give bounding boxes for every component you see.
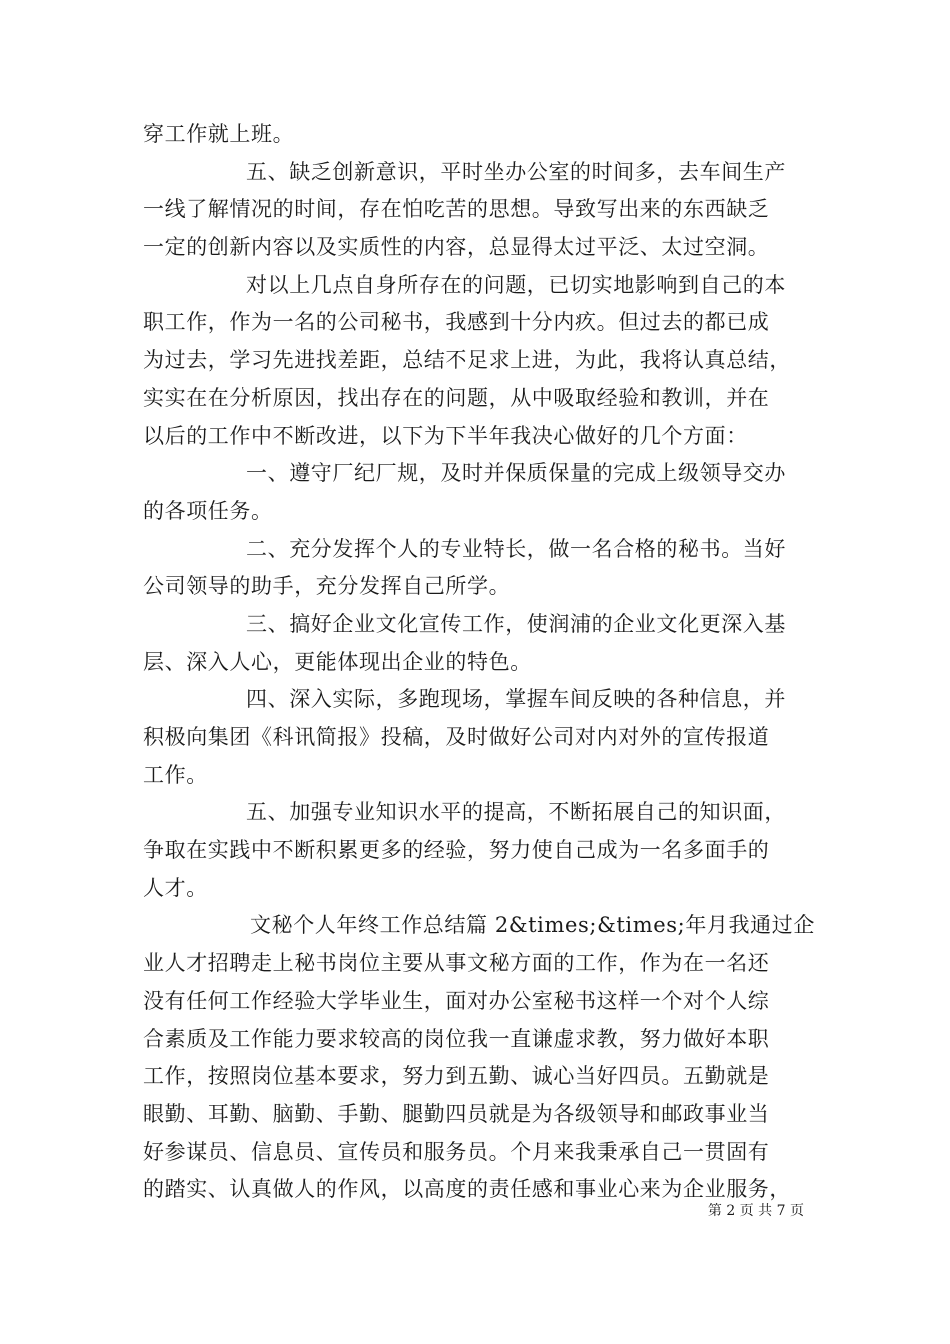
text-line: 二、充分发挥个人的专业特长，做一名合格的秘书。当好 <box>246 536 786 561</box>
text-line: 四、深入实际，多跑现场，掌握车间反映的各种信息，并 <box>246 687 786 712</box>
text-line: 工作，按照岗位基本要求，努力到五勤、诚心当好四员。五勤就是 <box>143 1064 770 1089</box>
text-line: 眼勤、耳勤、脑勤、手勤、腿勤四员就是为各级领导和邮政事业当 <box>143 1101 770 1126</box>
text-line: 五、加强专业知识水平的提高，不断拓展自己的知识面， <box>246 800 786 825</box>
text-line: 职工作，作为一名的公司秘书，我感到十分内疚。但过去的都已成 <box>143 310 770 335</box>
text-line: 的各项任务。 <box>143 498 273 523</box>
text-line: 好参谋员、信息员、宣传员和服务员。个月来我秉承自己一贯固有 <box>143 1139 770 1164</box>
text-line: 实实在在分析原因，找出存在的问题，从中吸取经验和教训，并在 <box>143 385 770 410</box>
text-line: 五、缺乏创新意识，平时坐办公室的时间多，去车间生产 <box>246 159 786 184</box>
text-line: 对以上几点自身所存在的问题，已切实地影响到自己的本 <box>246 272 786 297</box>
text-line: 为过去，学习先进找差距，总结不足求上进，为此，我将认真总结， <box>143 348 791 373</box>
text-line: 文秘个人年终工作总结篇 2&times;&times;年月我通过企 <box>250 913 815 938</box>
text-line: 一线了解情况的时间，存在怕吃苦的思想。导致写出来的东西缺乏 <box>143 197 770 222</box>
text-line: 层、深入人心，更能体现出企业的特色。 <box>143 649 532 674</box>
text-line: 一定的创新内容以及实质性的内容，总显得太过平泛、太过空洞。 <box>143 235 770 260</box>
document-body <box>143 116 815 1209</box>
text-line: 没有任何工作经验大学毕业生，面对办公室秘书这样一个对个人综 <box>143 988 770 1013</box>
text-line: 以后的工作中不断改进，以下为下半年我决心做好的几个方面： <box>143 423 748 448</box>
text-line: 工作。 <box>143 762 208 787</box>
text-line: 穿工作就上班。 <box>143 122 295 146</box>
text-line: 一、遵守厂纪厂规，及时并保质保量的完成上级领导交办 <box>246 461 786 486</box>
text-line: 合素质及工作能力要求较高的岗位我一直谦虚求教，努力做好本职 <box>143 1026 770 1051</box>
text-line: 积极向集团《科讯简报》投稿，及时做好公司对内对外的宣传报道 <box>143 725 770 749</box>
text-line: 的踏实、认真做人的作风，以高度的责任感和事业心来为企业服务， <box>143 1177 791 1202</box>
page-number: 第 2 页 共 7 页 <box>707 1203 804 1219</box>
text-line: 人才。 <box>143 875 208 900</box>
text-line: 业人才招聘走上秘书岗位主要从事文秘方面的工作，作为在一名还 <box>143 951 770 976</box>
text-line: 争取在实践中不断积累更多的经验，努力使自己成为一名多面手的 <box>143 838 770 863</box>
text-line: 三、搞好企业文化宣传工作，使润浦的企业文化更深入基 <box>246 611 786 636</box>
text-line: 公司领导的助手，充分发挥自己所学。 <box>143 574 511 599</box>
